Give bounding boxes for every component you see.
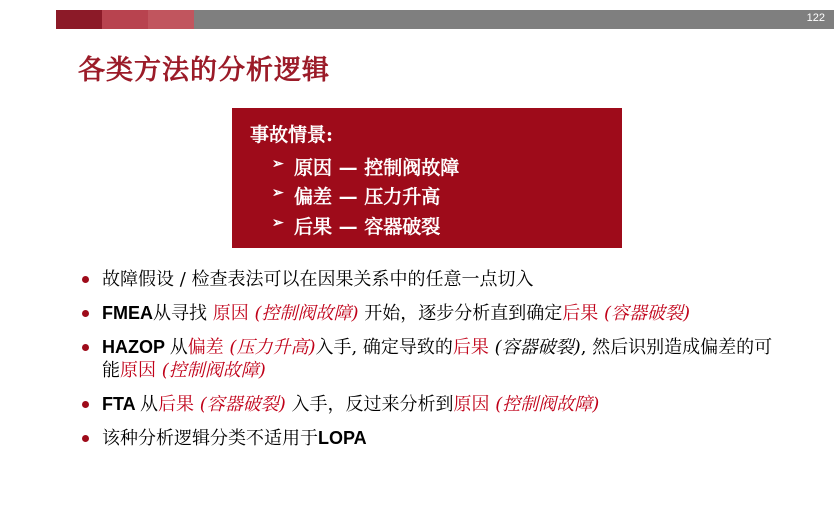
bullet-text-run: 从: [169, 336, 188, 358]
bullet-text-run: (控制阀故障): [254, 302, 359, 324]
scenario-callout-box: [232, 108, 622, 248]
bullet-text-run: 入手, 确定导致的: [315, 336, 453, 358]
bullet-text-run: 后果: [158, 394, 200, 415]
list-item-label: 原因 — 控制阀故障: [294, 157, 460, 179]
callout-list: [250, 154, 622, 242]
callout-heading: 事故情景:: [250, 124, 334, 146]
list-item-label: 偏差 — 压力升高: [294, 186, 441, 209]
page-title: 各类方法的分析逻辑: [78, 55, 330, 86]
bullet-text-run: 原因: [212, 302, 255, 324]
bullet-text-run: HAZOP: [102, 336, 170, 357]
bullet-text-run: 后果: [562, 302, 599, 324]
bullet-text-run: 故障假设 / 检查表法可以在因果关系中的任意一点切入: [102, 269, 534, 290]
bullet-dot-icon: [82, 435, 89, 442]
bullet-item: [78, 302, 778, 326]
accent-bar-light: [148, 10, 194, 29]
bullet-dot-icon: [82, 344, 89, 351]
bullet-item: [78, 268, 778, 292]
bullet-text-run: , 然后识别造成偏差的可能: [102, 336, 773, 382]
bullet-text-run: 原因: [120, 360, 162, 382]
bullet-text-run: FMEA: [102, 302, 153, 323]
bullet-dot-icon: [82, 310, 89, 317]
list-item-label: 后果 — 容器破裂: [294, 215, 441, 238]
arrow-icon: ➢: [272, 156, 284, 172]
bullet-text-run: 入手，反过来分析到: [285, 394, 454, 415]
bullet-item: [78, 427, 778, 451]
bullet-text-run: (控制阀故障): [161, 360, 266, 382]
bullet-list: [78, 268, 778, 461]
bullet-text-run: 从寻找: [153, 302, 213, 324]
bullet-item: [78, 393, 778, 417]
bullet-text-run: 原因: [453, 394, 496, 415]
list-item: [272, 154, 622, 183]
bullet-dot-icon: [82, 276, 89, 283]
header-bar: [194, 10, 834, 29]
bullet-text-run: LOPA: [318, 427, 367, 448]
bullet-text-run: 偏差: [187, 336, 230, 358]
bullet-text-run: 后果: [452, 336, 495, 358]
arrow-icon: ➢: [272, 185, 284, 202]
bullet-text-run: 开始，逐步分析直到确定: [358, 302, 563, 324]
bullet-text-run: (压力升高): [229, 336, 316, 358]
arrow-icon: ➢: [272, 214, 284, 231]
bullet-text-run: (容器破裂): [199, 394, 286, 415]
accent-bar-dark: [56, 10, 102, 29]
bullet-text-run: 该种分析逻辑分类不适用于: [102, 427, 318, 449]
list-item: [272, 213, 622, 242]
bullet-text-run: (容器破裂): [494, 336, 581, 358]
bullet-text-run: (控制阀故障): [495, 394, 600, 415]
page-number: 122: [806, 12, 825, 24]
list-item: [272, 183, 622, 212]
accent-bar-mid: [102, 10, 148, 29]
slide-top-bar: [56, 10, 834, 29]
bullet-text-run: (容器破裂): [598, 302, 691, 324]
bullet-item: [78, 336, 778, 384]
bullet-text-run: FTA: [102, 394, 140, 414]
bullet-dot-icon: [82, 401, 89, 408]
bullet-text-run: 从: [140, 394, 158, 415]
